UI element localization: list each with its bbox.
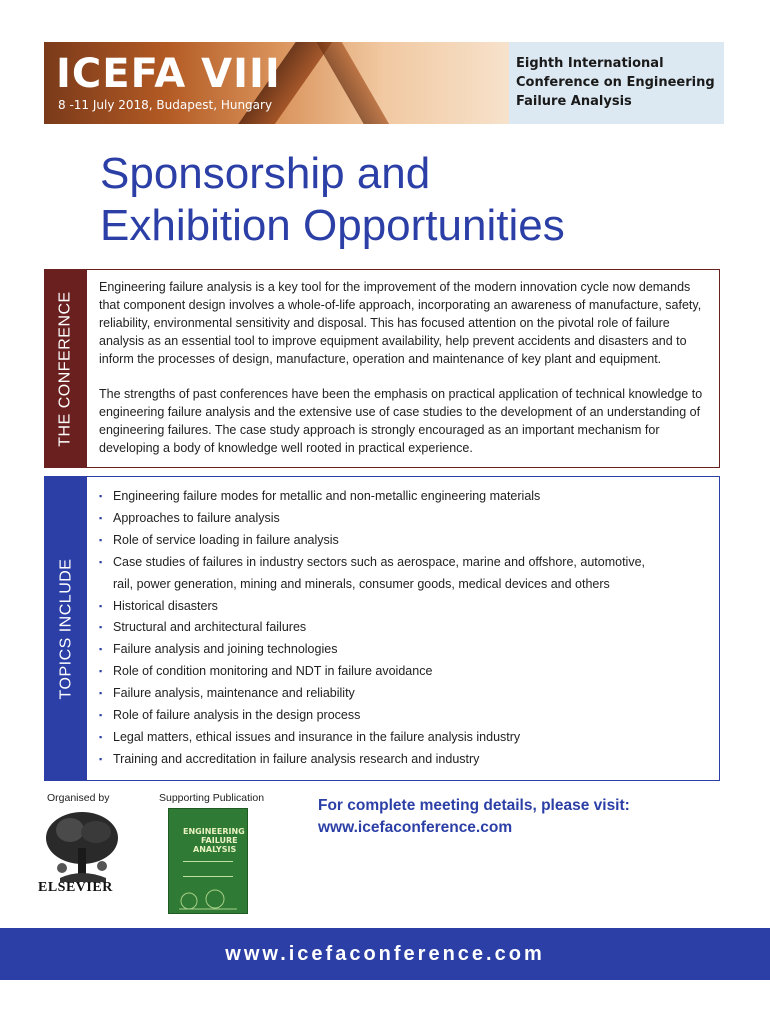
topics-side-label	[45, 477, 87, 780]
conference-label-text: THE CONFERENCE	[57, 290, 75, 447]
conference-name-line: Eighth International	[516, 56, 664, 71]
conference-logo-title: ICEFA VIII	[56, 51, 281, 97]
journal-title	[183, 827, 245, 854]
journal-cover-decoration	[183, 861, 233, 877]
topics-section	[44, 476, 720, 781]
page-title-line: Sponsorship and	[100, 149, 431, 198]
visit-text-line: For complete meeting details, please visit:	[318, 797, 630, 814]
topic-item: ▪ Role of condition monitoring and NDT in failure avoidance	[99, 661, 659, 683]
topic-item: ▪ Role of service loading in failure analysis	[99, 530, 659, 552]
journal-title-line: FAILURE	[201, 836, 238, 845]
organised-by-label: Organised by	[47, 792, 110, 804]
conference-banner	[44, 42, 724, 124]
journal-title-line: ENGINEERING	[183, 827, 245, 836]
conference-name-line: Conference on Engineering	[516, 75, 715, 90]
footer-url-bar	[0, 928, 770, 980]
topic-item: ▪ Failure analysis and joining technologies	[99, 639, 659, 661]
journal-cover-illustration	[175, 885, 241, 911]
journal-title-line: ANALYSIS	[193, 845, 237, 854]
topic-item: ▪ Training and accreditation in failure analysis research and industry	[99, 749, 659, 771]
topic-item: ▪ Role of failure analysis in the design process	[99, 705, 659, 727]
visit-website-callout	[318, 795, 630, 839]
conference-dates: 8 -11 July 2018, Budapest, Hungary	[58, 98, 273, 112]
conference-section	[44, 269, 720, 468]
page-title-line: Exhibition Opportunities	[100, 201, 565, 250]
topic-item: ▪ Legal matters, ethical issues and insurance in the failure analysis industry	[99, 727, 659, 749]
conference-side-label	[45, 270, 87, 467]
topic-item: ▪ Structural and architectural failures	[99, 617, 659, 639]
topics-label-text: TOPICS INCLUDE	[57, 558, 75, 699]
conference-paragraph: Engineering failure analysis is a key tool for the improvement of the modern innovation cycle now demands that component design involves a whole-of-life approach, incorporating an awareness of manufacture, safety, reliability, environmental sensitivity and disposal. This has focused attention on the pivotal role of failure analysis as an essential tool to improve equipment availability, help prevent accidents and disasters and to inform the processes of design, manufacture, operation and maintenance of key plant and equipment.	[99, 280, 702, 366]
visit-url-link[interactable]: www.icefaconference.com	[318, 819, 513, 836]
page-title	[100, 148, 565, 252]
journal-cover	[168, 808, 248, 914]
conference-full-name	[516, 54, 721, 111]
topic-item: ▪ Failure analysis, maintenance and reliability	[99, 683, 659, 705]
supporting-publication-label: Supporting Publication	[159, 792, 265, 804]
conference-paragraph: The strengths of past conferences have been the emphasis on practical application of technical knowledge to engineering failure analysis and the extensive use of case studies to the development of an understanding of engineering failures. The case study approach is strongly encouraged as an important mechanism for developing a body of knowledge well rooted in practical experience.	[99, 387, 703, 455]
conference-description	[99, 278, 709, 474]
topic-item: ▪ Engineering failure modes for metallic and non-metallic engineering materials	[99, 486, 659, 508]
topics-content	[99, 486, 659, 771]
topics-list	[99, 486, 659, 771]
topic-item: ▪ Approaches to failure analysis	[99, 508, 659, 530]
topic-item: ▪ Historical disasters	[99, 596, 659, 618]
topic-item: ▪ Case studies of failures in industry sectors such as aerospace, marine and offshore, automotive, rail, power generation, mining and minerals, consumer goods, medical devices and others	[99, 552, 659, 596]
footer-url-link[interactable]: www.icefaconference.com	[225, 942, 545, 965]
conference-name-line: Failure Analysis	[516, 94, 632, 109]
elsevier-wordmark: ELSEVIER	[38, 880, 113, 895]
